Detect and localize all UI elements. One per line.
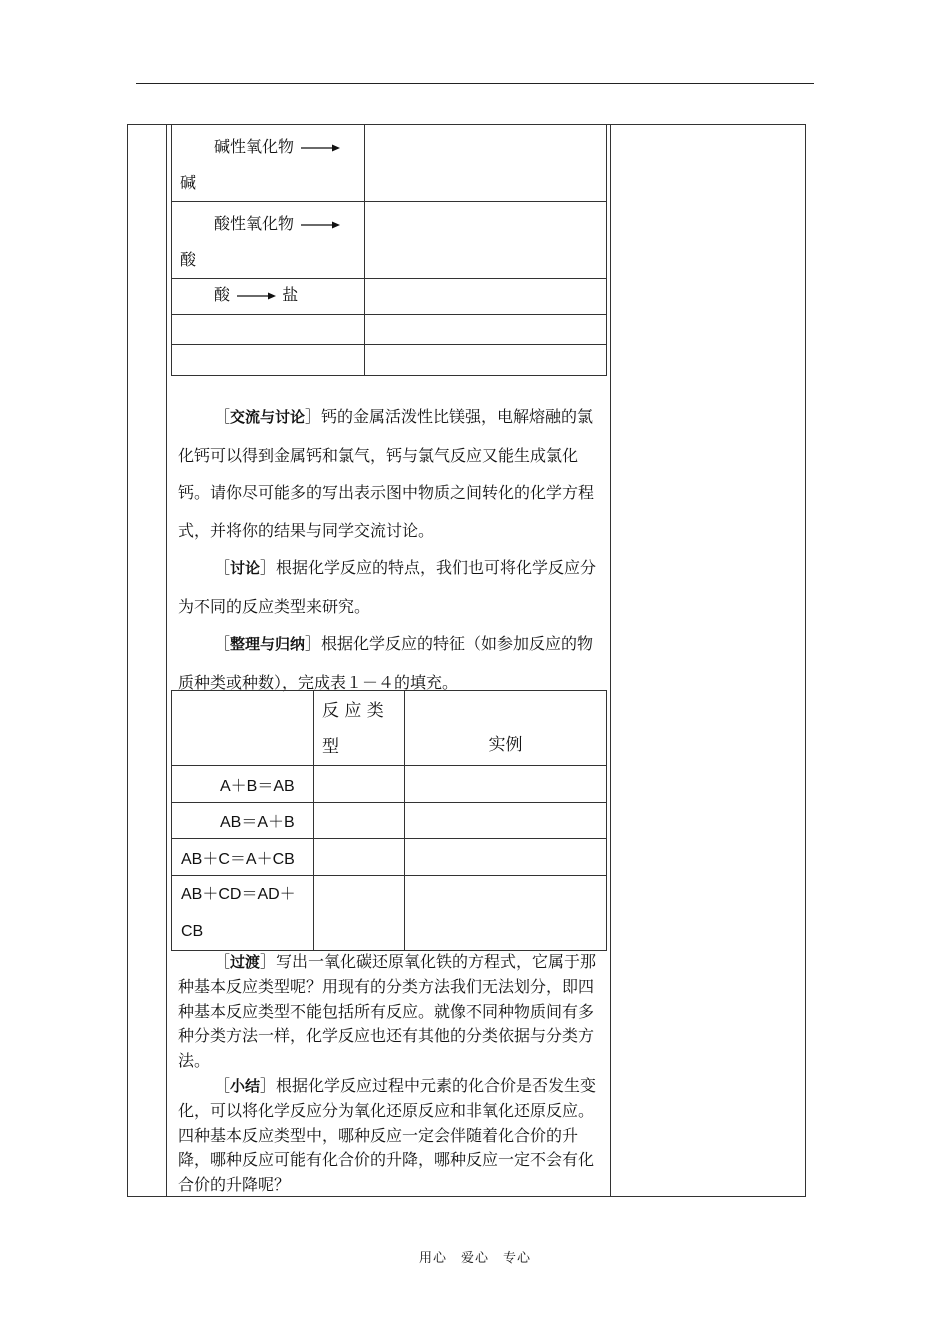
reaction-formula: AB＋C＝A＋CB <box>172 839 314 876</box>
reaction-formula-header <box>172 691 314 766</box>
section-tag: 过渡 <box>230 953 261 971</box>
conversion-cell <box>172 279 365 315</box>
reaction-formula: A＋B＝AB <box>172 766 314 803</box>
transition-paragraph: ［过渡］写出一氧化碳还原氧化铁的方程式，它属于那种基本反应类型呢？用现有的分类方法我们无法划分，即四种基本反应类型不能包括所有反应。就像不同种物质间有多种分类方法一样，化学反应也还有其他的分类依据与分类方法。 <box>178 952 597 1071</box>
arrow-icon <box>299 220 341 230</box>
page-footer: 用心 爱心 专心 <box>418 1251 531 1266</box>
example-cell <box>405 766 607 803</box>
section-tag: 整理与归纳 <box>230 635 306 653</box>
reaction-type-cell <box>314 766 405 803</box>
header-rule <box>136 83 814 84</box>
conversion-from: 酸性氧化物 <box>214 214 295 233</box>
transition-block <box>178 950 604 1198</box>
reaction-type-table <box>171 690 607 951</box>
summary-paragraph: ［小结］根据化学反应过程中元素的化合价是否发生变化，可以将化学反应分为氧化还原反应和非氧化还原反应。四种基本反应类型中，哪种反应一定会伴随着化合价的升降，哪种反应可能有化合价的升降，哪种反应一定不会有化合价的升降呢？ <box>178 1075 597 1195</box>
conversion-cell <box>172 315 365 345</box>
conversion-answer-cell <box>365 315 607 345</box>
conversion-answer-cell <box>365 279 607 315</box>
column-divider-left <box>166 124 167 1197</box>
conversion-cell <box>172 202 365 279</box>
arrow-icon <box>235 291 277 301</box>
section-tag: 小结 <box>230 1076 261 1095</box>
example-header: 实例 <box>405 691 607 766</box>
discussion-paragraph: ［讨论］根据化学反应的特点，我们也可将化学反应分为不同的反应类型来研究。 <box>178 558 597 616</box>
section-tag: 讨论 <box>230 559 261 577</box>
conversion-to: 酸 <box>180 250 197 269</box>
section-tag: 交流与讨论 <box>230 408 306 426</box>
conversion-answer-cell <box>365 202 607 279</box>
reaction-formula: AB＝A＋B <box>172 803 314 839</box>
reaction-type-header: 反 应 类 型 <box>314 691 405 766</box>
conversion-from: 碱性氧化物 <box>214 137 295 156</box>
conversion-cell <box>172 125 365 202</box>
arrow-icon <box>299 143 341 153</box>
reaction-type-cell <box>314 839 405 876</box>
reaction-type-cell <box>314 803 405 839</box>
conversion-from: 酸 <box>214 285 231 304</box>
example-cell <box>405 803 607 839</box>
conversion-to: 碱 <box>180 173 197 192</box>
conversion-to: 盐 <box>282 285 299 304</box>
conversion-answer-cell <box>365 125 607 202</box>
discussion-block <box>178 398 604 701</box>
column-divider-right <box>610 124 611 1197</box>
reaction-formula: AB＋CD＝AD＋ CB <box>172 876 314 951</box>
example-cell <box>405 876 607 951</box>
example-cell <box>405 839 607 876</box>
conversion-table <box>171 124 607 376</box>
reaction-type-cell <box>314 876 405 951</box>
summary-paragraph: ［整理与归纳］根据化学反应的特征（如参加反应的物质种类或种数），完成表１－４的填充。 <box>178 634 594 692</box>
discussion-paragraph: ［交流与讨论］钙的金属活泼性比镁强，电解熔融的氯化钙可以得到金属钙和氯气，钙与氯气反应又能生成氯化钙。请你尽可能多的写出表示图中物质之间转化的化学方程式，并将你的结果与同学交流讨论。 <box>178 407 595 540</box>
conversion-answer-cell <box>365 345 607 376</box>
conversion-cell <box>172 345 365 376</box>
